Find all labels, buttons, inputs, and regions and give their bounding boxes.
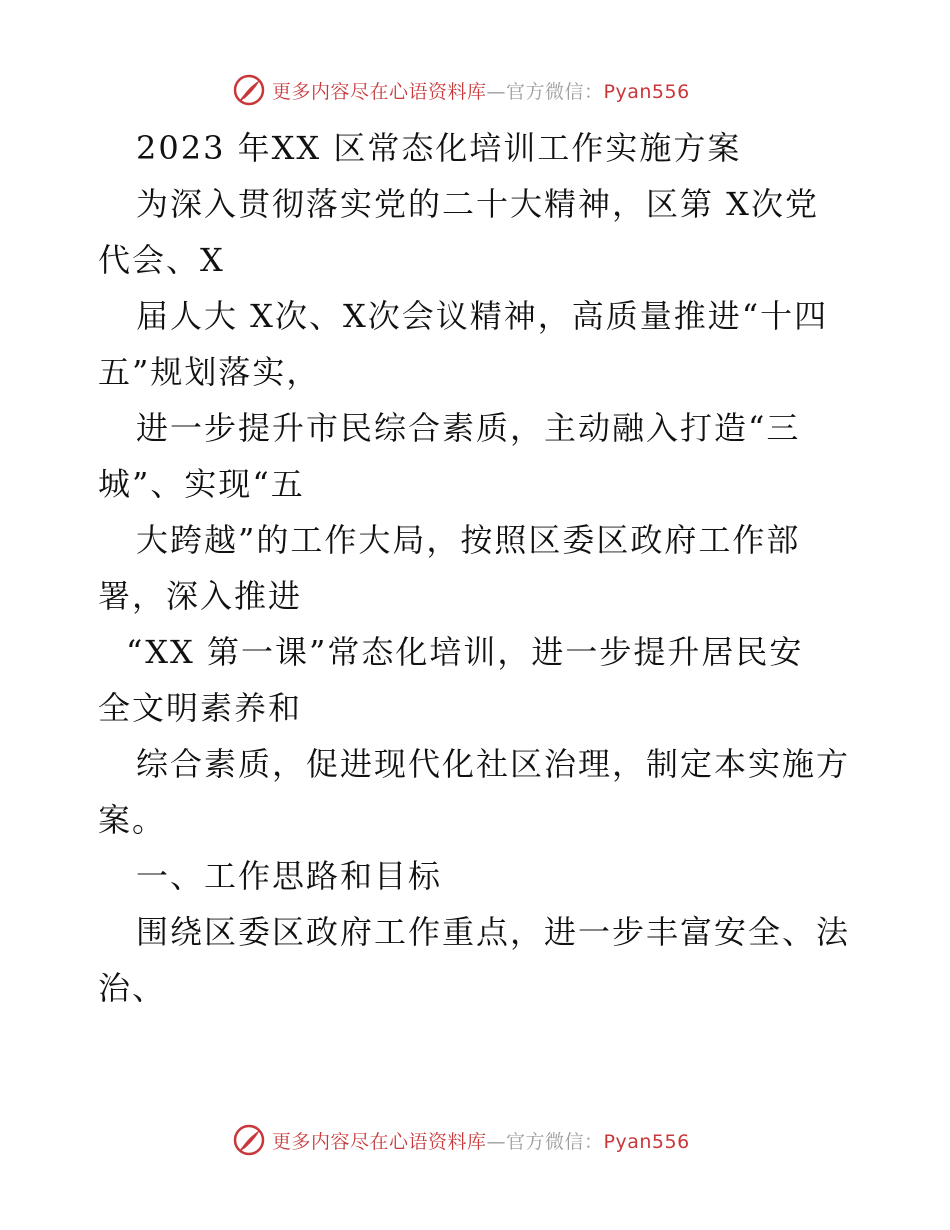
banner-prefix: 更多内容尽在心语资料库 bbox=[272, 80, 487, 103]
document-body bbox=[98, 120, 858, 1016]
paragraph-line: “XX 第一课”常态化培训，进一步提升居民安 bbox=[126, 633, 804, 671]
paragraph-line: 综合素质，促进现代化社区治理，制定本实施方 bbox=[136, 745, 851, 783]
banner-separator: — bbox=[486, 80, 507, 103]
header-watermark-banner bbox=[232, 72, 752, 108]
paragraph-line: 城”、实现“五 bbox=[98, 465, 305, 503]
footer-watermark-banner bbox=[232, 1122, 752, 1158]
quill-logo-icon bbox=[232, 73, 266, 107]
banner-text bbox=[272, 1127, 690, 1154]
banner-suffix: 官方微信： bbox=[506, 80, 604, 103]
banner-account: Pyan556 bbox=[603, 80, 690, 103]
paragraph-line: 案。 bbox=[98, 801, 167, 839]
banner-suffix: 官方微信： bbox=[506, 1130, 604, 1153]
banner-prefix: 更多内容尽在心语资料库 bbox=[272, 1130, 487, 1153]
section-heading: 一、工作思路和目标 bbox=[136, 857, 443, 895]
quill-logo-icon bbox=[232, 1123, 266, 1157]
paragraph-line: 代会、X bbox=[98, 241, 225, 279]
paragraph-line: 进一步提升市民综合素质，主动融入打造“三 bbox=[136, 409, 801, 447]
paragraph-line: 五”规划落实， bbox=[98, 353, 321, 391]
paragraph-line: 届人大 X次、X次会议精神，高质量推进“十四 bbox=[136, 297, 829, 335]
document-title: 2023 年XX 区常态化培训工作实施方案 bbox=[136, 129, 742, 167]
paragraph-line: 大跨越”的工作大局，按照区委区政府工作部 bbox=[136, 521, 801, 559]
banner-text bbox=[272, 77, 690, 104]
banner-separator: — bbox=[486, 1130, 507, 1153]
paragraph-line: 治、 bbox=[98, 969, 167, 1007]
banner-account: Pyan556 bbox=[603, 1130, 690, 1153]
paragraph-line: 为深入贯彻落实党的二十大精神，区第 X次党 bbox=[136, 185, 819, 223]
paragraph-line: 围绕区委区政府工作重点，进一步丰富安全、法 bbox=[136, 913, 851, 951]
paragraph-line: 署，深入推进 bbox=[98, 577, 303, 615]
paragraph-line: 全文明素养和 bbox=[98, 689, 303, 727]
